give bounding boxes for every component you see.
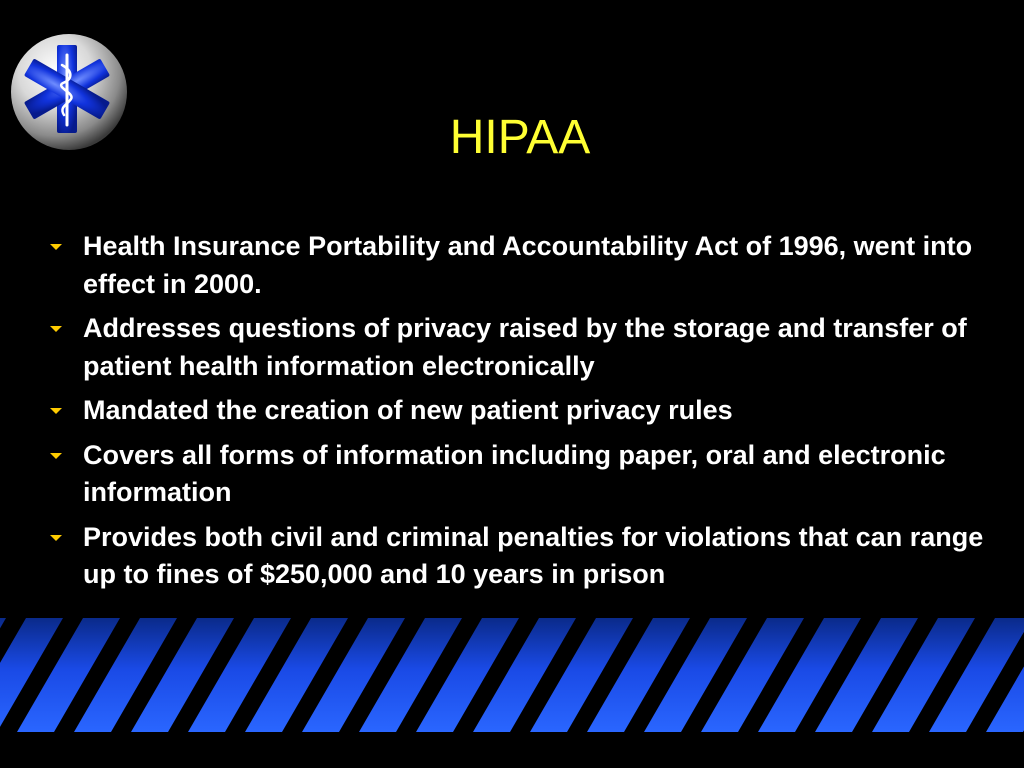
bullet-text: Covers all forms of information including paper, oral and electronic information xyxy=(83,439,946,507)
bullet-arrow-icon xyxy=(49,533,63,543)
bullet-text: Provides both civil and criminal penalties for violations that can range up to fines of $250,000 and 10 years in prison xyxy=(83,521,984,589)
bullet-item xyxy=(48,519,1008,594)
bullet-item xyxy=(48,310,1008,385)
bullet-arrow-icon xyxy=(49,242,63,252)
bullet-text: Health Insurance Portability and Accountability Act of 1996, went into effect in 2000. xyxy=(83,231,973,299)
bullet-arrow-icon xyxy=(49,406,63,416)
bullet-text: Addresses questions of privacy raised by the storage and transfer of patient health information electronically xyxy=(83,313,967,381)
bullet-item xyxy=(48,437,1008,512)
bullet-arrow-icon xyxy=(49,324,63,334)
slide-title: HIPAA xyxy=(449,111,591,164)
bullet-list xyxy=(48,228,1008,601)
bullet-item xyxy=(48,228,1008,303)
bullet-item xyxy=(48,392,1008,430)
stripe-band-decoration xyxy=(0,618,1024,732)
bullet-arrow-icon xyxy=(49,451,63,461)
bullet-text: Mandated the creation of new patient privacy rules xyxy=(83,395,733,425)
